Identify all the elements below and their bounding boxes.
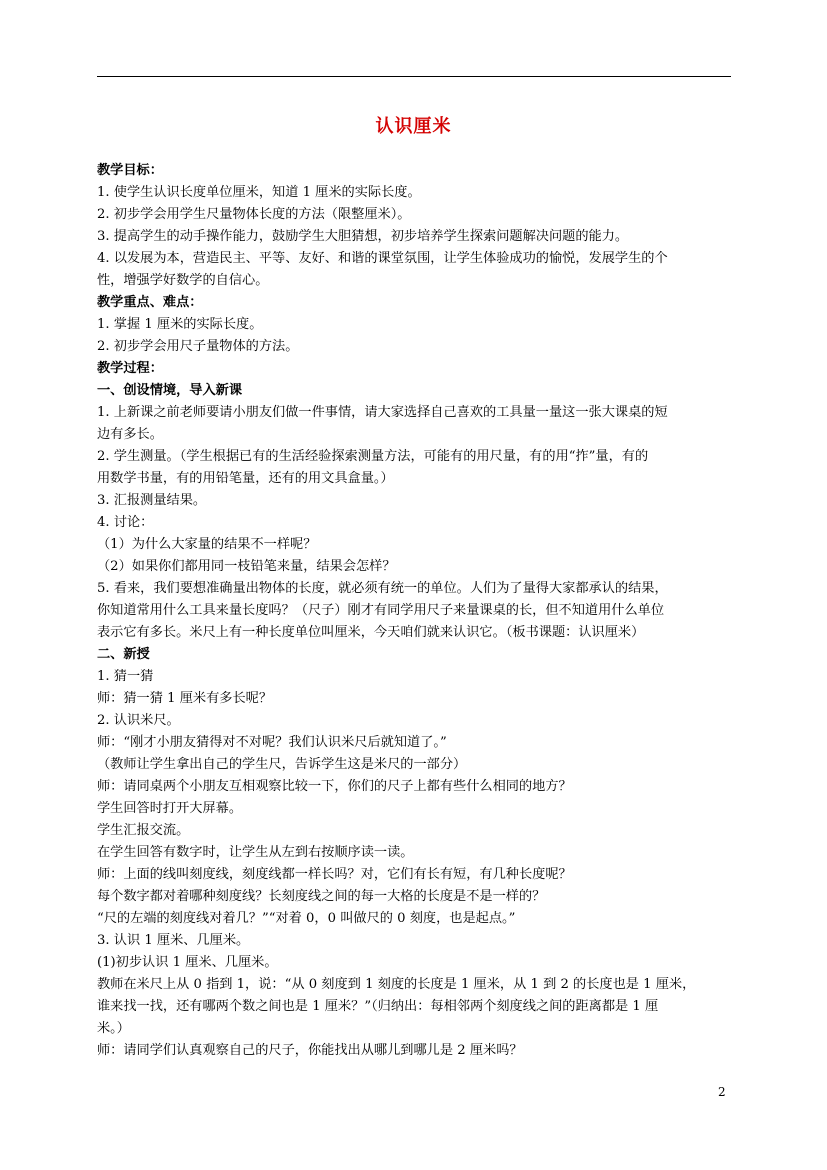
text-line: 3. 提高学生的动手操作能力，鼓励学生大胆猜想，初步培养学生探索问题解决问题的能力。	[97, 229, 629, 244]
text-line: 2. 初步学会用学生尺量物体长度的方法（限整厘米）。	[97, 207, 411, 222]
section-heading: 教学过程：	[97, 361, 163, 376]
text-line: 每个数字都对着哪种刻度线？长刻度线之间的每一大格的长度是不是一样的？	[97, 889, 546, 904]
text-line: 性，增强学好数学的自信心。	[97, 273, 269, 288]
section-heading: 教学目标：	[97, 163, 163, 178]
text-line: 1. 上新课之前老师要请小朋友们做一件事情，请大家选择自己喜欢的工具量一量这一张大课桌的短	[97, 405, 668, 420]
page-number: 2	[718, 1085, 726, 1099]
document-body	[97, 160, 737, 1062]
text-line: “尺的左端的刻度线对着几？”“对着 0，0 叫做尺的 0 刻度，也是起点。”	[97, 911, 516, 926]
text-line: 师：“刚才小朋友猜得对不对呢？我们认识米尺后就知道了。”	[97, 735, 447, 750]
text-line: 师：上面的线叫刻度线，刻度线都一样长吗？对，它们有长有短，有几种长度呢？	[97, 867, 572, 882]
text-line: （2）如果你们都用同一枝铅笔来量，结果会怎样？	[97, 559, 396, 574]
text-line: 4. 讨论：	[97, 515, 154, 530]
section-heading: 教学重点、难点：	[97, 295, 203, 310]
section-heading: 一、创设情境，导入新课	[97, 383, 243, 398]
text-line: （教师让学生拿出自己的学生尺，告诉学生这是米尺的一部分）	[97, 757, 467, 772]
text-line: 师：请同桌两个小朋友互相观察比较一下，你们的尺子上都有些什么相同的地方？	[97, 779, 572, 794]
text-line: 2. 学生测量。（学生根据已有的生活经验探索测量方法，可能有的用尺量，有的用“拃”量，有的	[97, 449, 649, 464]
text-line: 你知道常用什么工具来量长度吗？（尺子）刚才有同学用尺子来量课桌的长，但不知道用什么单位	[97, 603, 665, 618]
text-line: 学生回答时打开大屏幕。	[97, 801, 243, 816]
text-line: (1)初步认识 1 厘米、几厘米。	[97, 955, 278, 970]
text-line: 边有多长。	[97, 427, 163, 442]
text-line: 3. 汇报测量结果。	[97, 493, 207, 508]
document-title: 认识厘米	[375, 116, 452, 137]
text-line: 师：请同学们认真观察自己的尺子，你能找出从哪儿到哪儿是 2 厘米吗？	[97, 1043, 523, 1058]
text-line: （1）为什么大家量的结果不一样呢？	[97, 537, 317, 552]
text-line: 1. 掌握 1 厘米的实际长度。	[97, 317, 263, 332]
text-line: 2. 认识米尺。	[97, 713, 180, 728]
text-line: 1. 使学生认识长度单位厘米，知道 1 厘米的实际长度。	[97, 185, 421, 200]
text-line: 学生汇报交流。	[97, 823, 190, 838]
text-line: 3. 认识 1 厘米、几厘米。	[97, 933, 250, 948]
text-line: 用数学书量，有的用铅笔量，还有的用文具盒量。）	[97, 471, 394, 486]
text-line: 在学生回答有数字时，让学生从左到右按顺序读一读。	[97, 845, 414, 860]
text-line: 师：猜一猜 1 厘米有多长呢？	[97, 691, 273, 706]
text-line: 教师在米尺上从 0 指到 1，说：“从 0 刻度到 1 刻度的长度是 1 厘米，从 1 到 2 的长度也是 1 厘米，	[97, 977, 696, 992]
header-rule	[97, 76, 731, 77]
text-line: 米。）	[97, 1021, 130, 1036]
text-line: 2. 初步学会用尺子量物体的方法。	[97, 339, 299, 354]
text-line: 4. 以发展为本，营造民主、平等、友好、和谐的课堂氛围，让学生体验成功的愉悦，发展学生的个	[97, 251, 668, 266]
text-line: 5. 看来，我们要想准确量出物体的长度，就必须有统一的单位。人们为了量得大家都承认的结果，	[97, 581, 668, 596]
text-line: 1. 猜一猜	[97, 669, 154, 684]
section-heading: 二、新授	[97, 647, 150, 662]
text-line: 表示它有多长。米尺上有一种长度单位叫厘米，今天咱们就来认识它。（板书课题：认识厘米）	[97, 625, 645, 640]
text-line: 谁来找一找，还有哪两个数之间也是 1 厘米？”（归纳出：每相邻两个刻度线之间的距离都是 1 厘	[97, 999, 659, 1014]
